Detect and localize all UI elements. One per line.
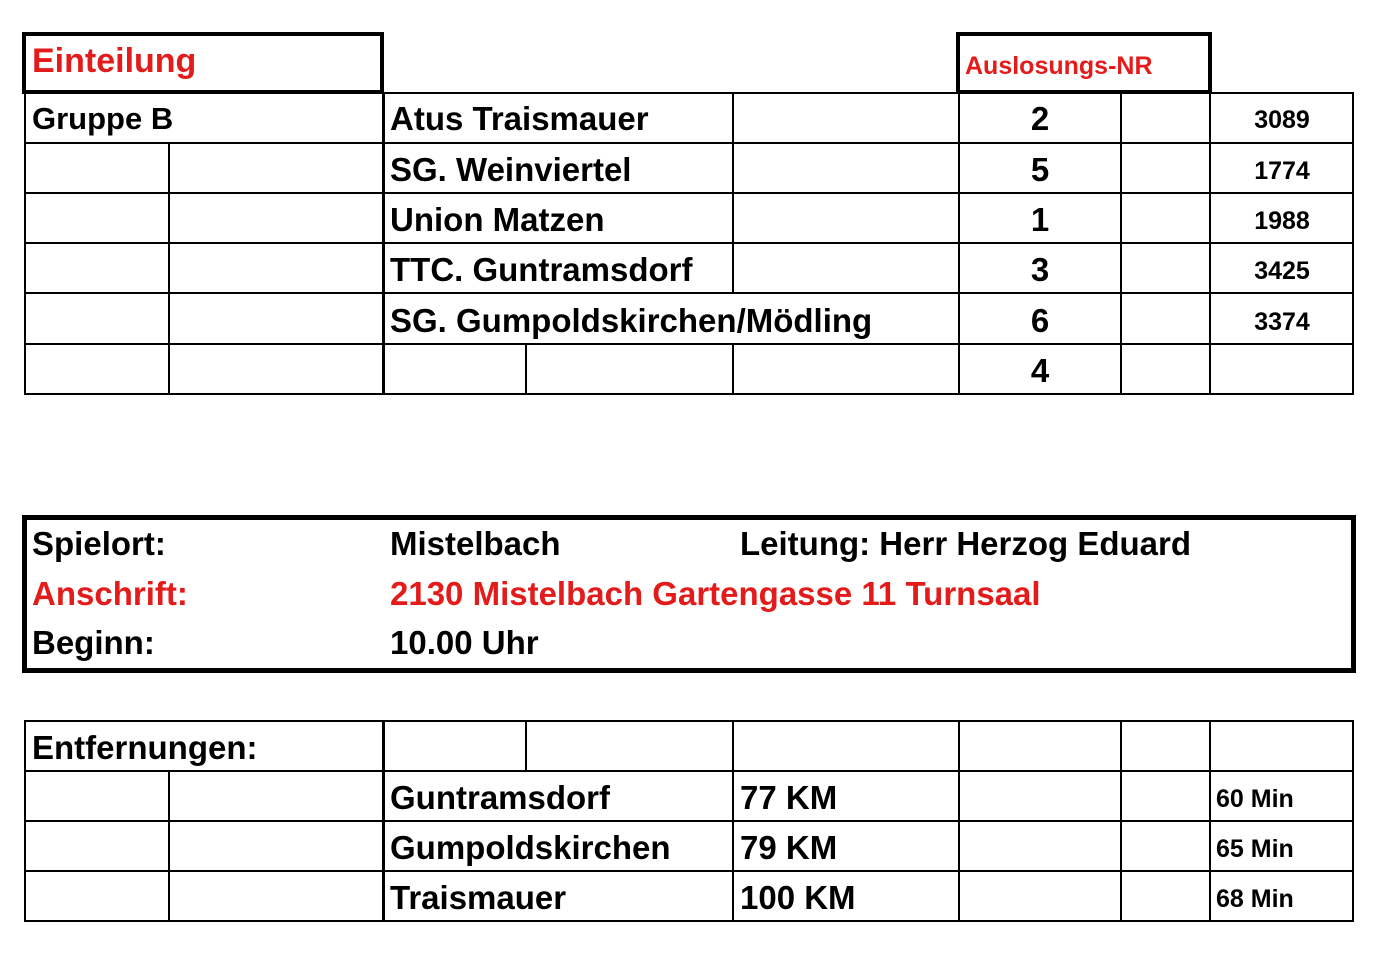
distance-place: Gumpoldskirchen [390, 829, 671, 866]
draw-number: 5 [1030, 151, 1050, 188]
address-label: Anschrift: [32, 575, 188, 612]
draw-number: 4 [1030, 352, 1050, 389]
distance-time: 68 Min [1216, 885, 1294, 913]
address-value: 2130 Mistelbach Gartengasse 11 Turnsaal [390, 575, 1041, 612]
page-title: Einteilung [32, 42, 197, 80]
team-name: SG. Weinviertel [390, 151, 632, 188]
start-value: 10.00 Uhr [390, 624, 539, 661]
distance-place: Traismauer [390, 879, 567, 916]
distance-time: 60 Min [1216, 785, 1294, 813]
draw-number-header: Auslosungs-NR [965, 52, 1153, 80]
distance-time: 65 Min [1216, 835, 1294, 863]
team-number: 3425 [1254, 257, 1310, 285]
team-name: TTC. Guntramsdorf [390, 251, 693, 288]
draw-number: 2 [1030, 100, 1050, 137]
group-label: Gruppe B [32, 101, 174, 136]
team-name: SG. Gumpoldskirchen/Mödling [390, 302, 873, 339]
team-name: Union Matzen [390, 201, 605, 238]
location-label: Spielort: [32, 525, 166, 562]
start-label: Beginn: [32, 624, 155, 661]
team-number: 1988 [1254, 207, 1310, 235]
team-number: 3374 [1254, 308, 1310, 336]
draw-number: 3 [1030, 251, 1050, 288]
draw-number: 6 [1030, 302, 1050, 339]
distances-label: Entfernungen: [32, 729, 258, 766]
director: Leitung: Herr Herzog Eduard [740, 525, 1192, 562]
team-name: Atus Traismauer [390, 100, 649, 137]
location-value: Mistelbach [390, 525, 561, 562]
team-number: 1774 [1254, 157, 1310, 185]
draw-number: 1 [1030, 201, 1050, 238]
distance-place: Guntramsdorf [390, 779, 611, 816]
distance-km: 100 KM [740, 879, 856, 916]
distance-km: 79 KM [740, 829, 838, 866]
distance-km: 77 KM [740, 779, 838, 816]
team-number: 3089 [1254, 106, 1310, 134]
